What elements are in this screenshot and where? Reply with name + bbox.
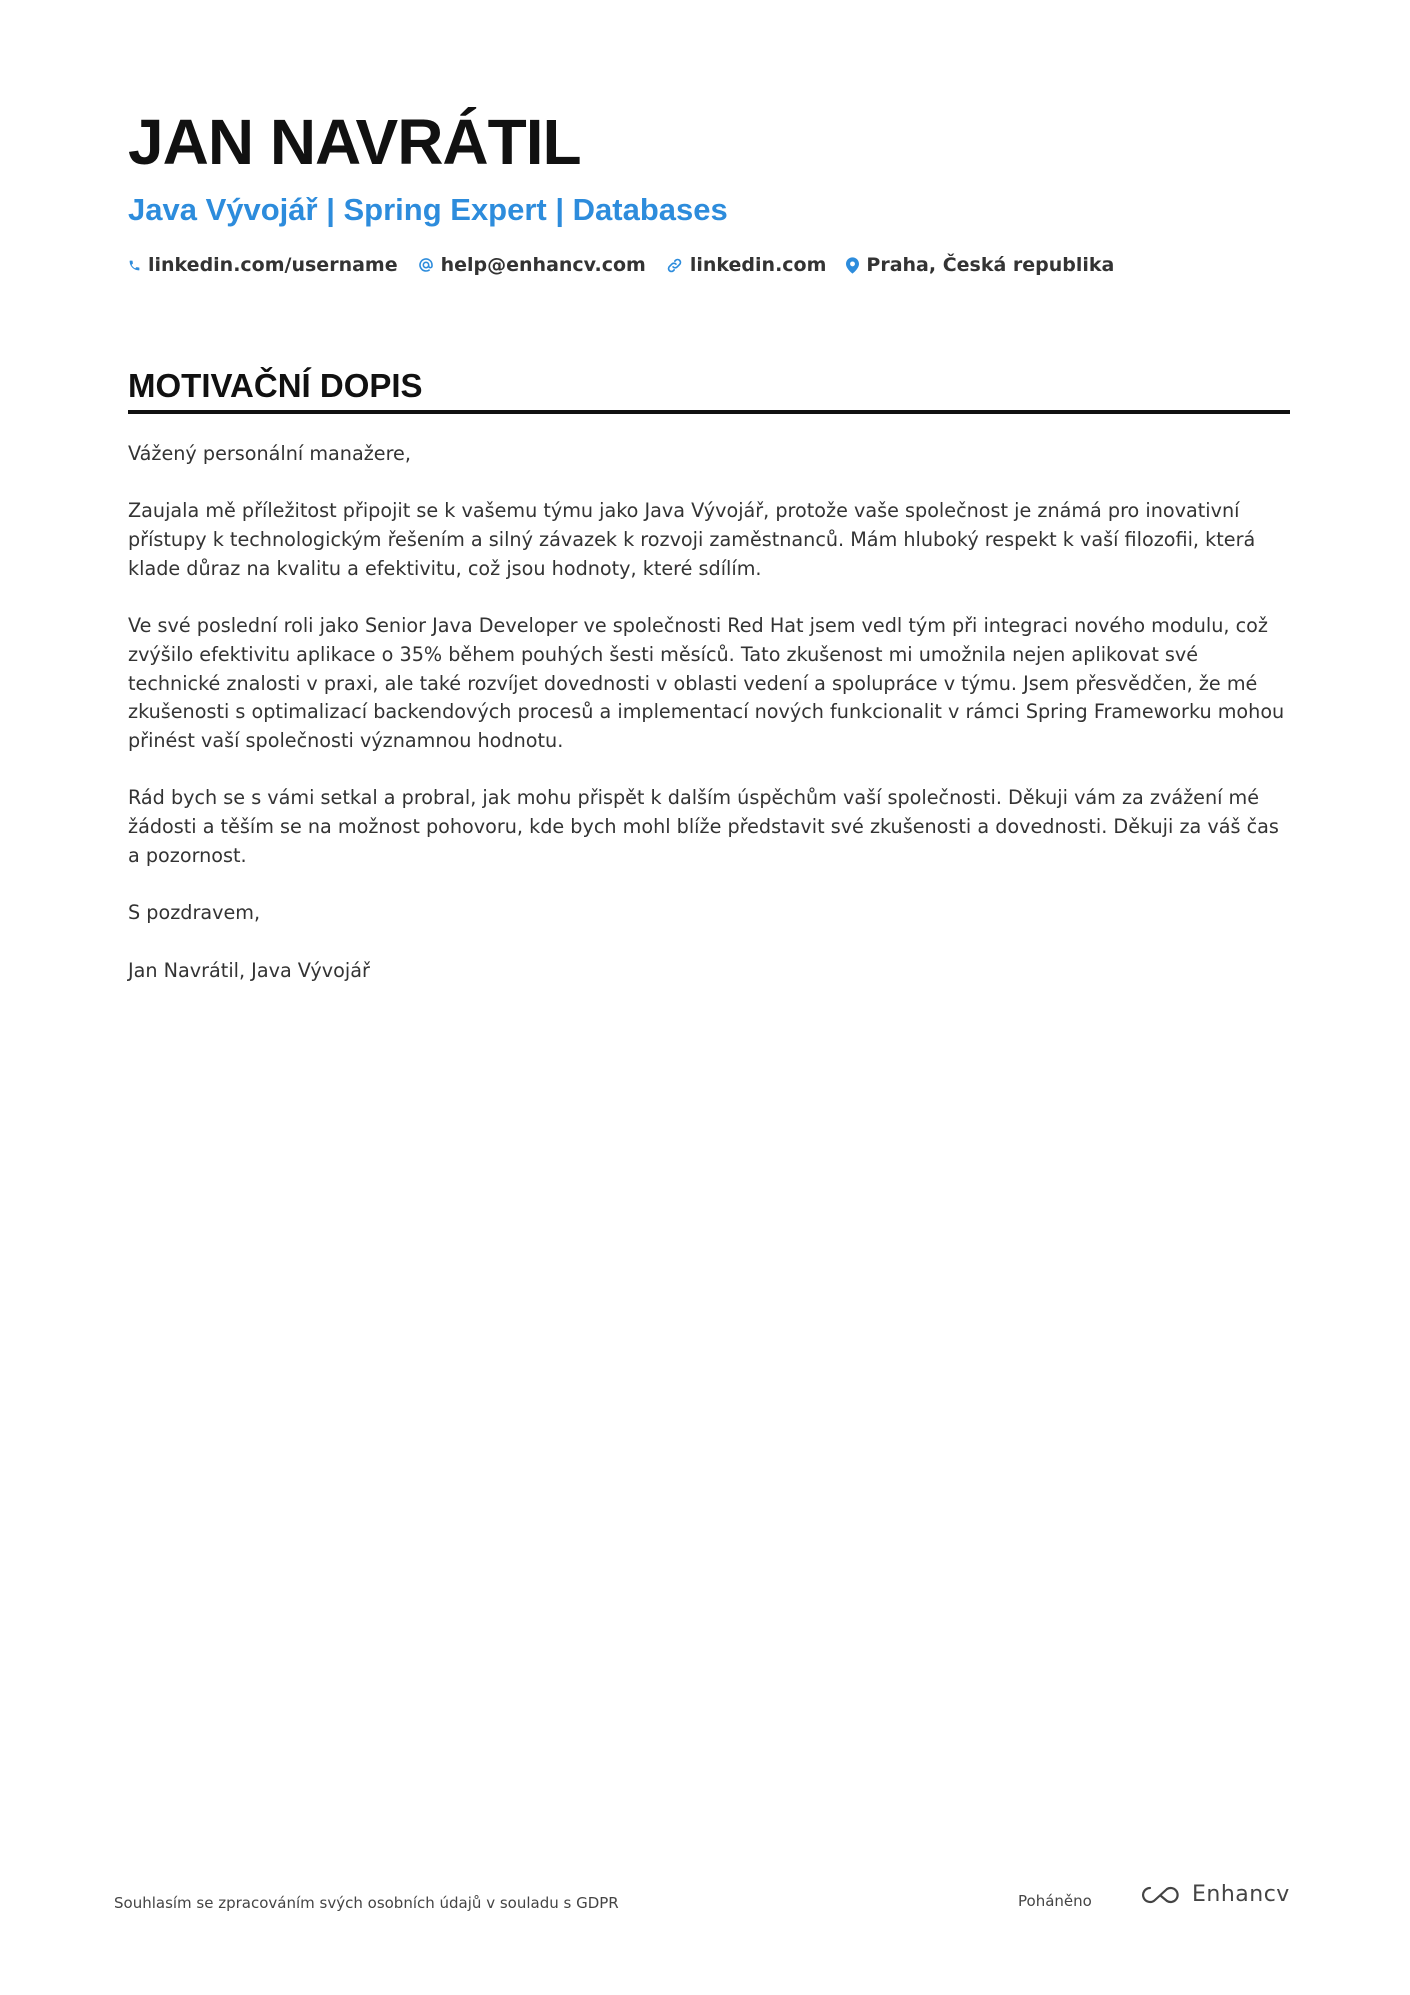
phone-icon <box>128 258 141 273</box>
letter-signature: Jan Navrátil, Java Vývojář <box>128 958 370 982</box>
section-divider <box>128 410 1290 414</box>
contact-link[interactable] <box>666 254 827 276</box>
contact-phone-text: linkedin.com/username <box>148 254 398 276</box>
contact-location <box>846 254 1114 276</box>
contact-bar <box>128 254 1134 276</box>
letter-closing: S pozdravem, <box>128 901 261 925</box>
applicant-name: JAN NAVRÁTIL <box>128 106 581 178</box>
link-icon <box>666 257 683 274</box>
letter-body <box>128 440 1290 1014</box>
letter-paragraph-2: Ve své poslední roli jako Senior Java Developer ve společnosti Red Hat jsem vedl tým při integraci nového modulu, což zvýšilo efektivitu aplikace o 35% během pouhých šesti měsíců. Tato zkušenost mi umožnila nejen aplikovat své technické znalosti v praxi, ale také rozvíjet dovednosti v oblasti vedení a spolupráce v týmu. Jsem přesvědčen, že mé zkušenosti s optimalizací backendových procesů a implementací nových funkcionalit v rámci Spring Frameworku mohou přinést vaší společnosti významnou hodnotu. <box>128 614 1285 752</box>
letter-paragraph-3: Rád bych se s vámi setkal a probral, jak mohu přispět k dalším úspěchům vaší společnosti. Děkuji vám za zvážení mé žádosti a těším se na možnost pohovoru, kde bych mohl blíže představit své zkušenosti a dovednosti. Děkuji za váš čas a pozornost. <box>128 786 1279 867</box>
enhancv-brand[interactable] <box>1138 1882 1290 1907</box>
contact-email-text: help@enhancv.com <box>440 254 646 276</box>
job-headline: Java Vývojář | Spring Expert | Databases <box>128 192 728 227</box>
location-pin-icon <box>846 257 859 274</box>
contact-phone[interactable] <box>128 254 398 276</box>
at-icon <box>418 257 434 273</box>
section-title: MOTIVAČNÍ DOPIS <box>128 367 423 404</box>
contact-link-text: linkedin.com <box>689 254 827 276</box>
enhancv-brand-name: Enhancv <box>1192 1882 1290 1907</box>
letter-paragraph-1: Zaujala mě příležitost připojit se k vašemu týmu jako Java Vývojář, protože vaše společnost je známá pro inovativní přístupy k technologickým řešením a silný závazek k rozvoji zaměstnanců. Mám hluboký respekt k vaší filozofii, která klade důraz na kvalitu a efektivitu, což jsou hodnoty, které sdílím. <box>128 499 1256 580</box>
letter-greeting: Vážený personální manažere, <box>128 442 411 465</box>
powered-by-label: Poháněno <box>1018 1892 1092 1910</box>
contact-location-text: Praha, Česká republika <box>866 254 1115 276</box>
contact-email[interactable] <box>418 254 646 276</box>
enhancv-logo-icon <box>1138 1883 1184 1907</box>
gdpr-consent: Souhlasím se zpracováním svých osobních údajů v souladu s GDPR <box>114 1894 619 1912</box>
